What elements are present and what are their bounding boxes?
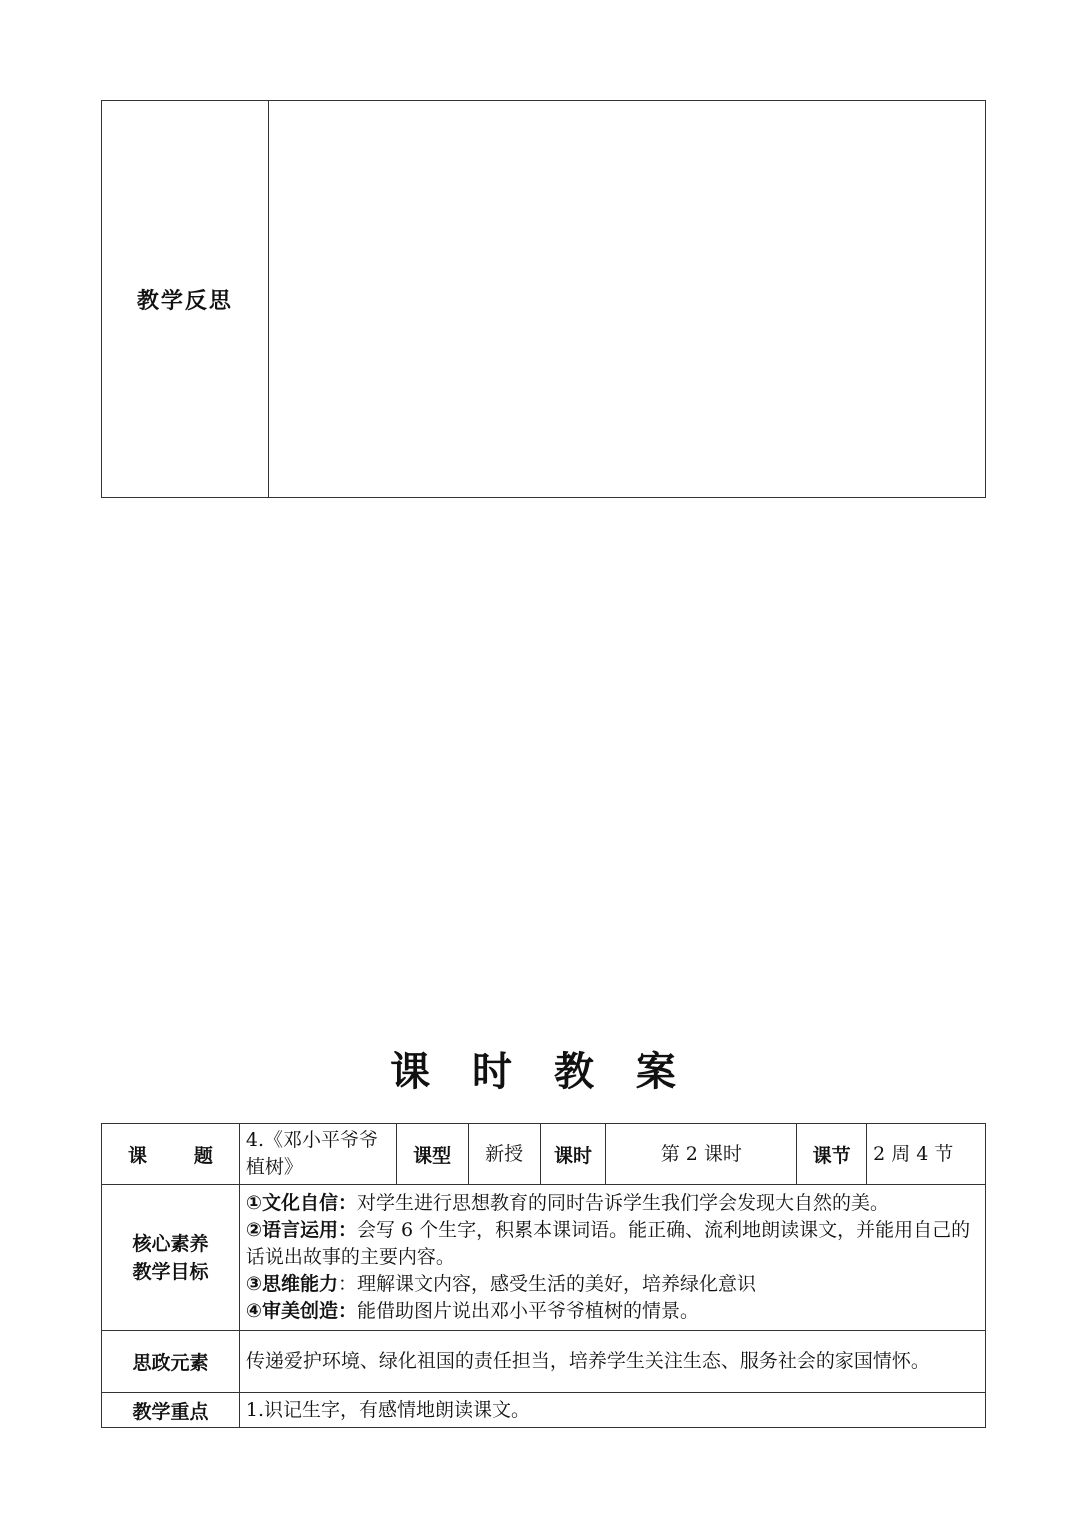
lesson-header-row — [102, 1124, 986, 1185]
topic-label-cell — [102, 1124, 240, 1185]
goal-item — [246, 1298, 979, 1325]
goal-item — [246, 1217, 979, 1271]
goals-row — [102, 1185, 986, 1331]
period-label: 课时 — [540, 1124, 606, 1185]
goal-text: 会写 6 个生字，积累本课词语。能正确、流利地朗读课文，并能用自己的话说出故事的主要内容。 — [245, 1219, 971, 1268]
section-value: 2 周 4 节 — [867, 1124, 986, 1185]
goal-text: 对学生进行思想教育的同时告诉学生我们学会发现大自然的美。 — [357, 1192, 890, 1214]
key-points-label: 教学重点 — [102, 1393, 240, 1428]
goal-lead: ②语言运用： — [245, 1219, 358, 1241]
ideology-row — [102, 1331, 986, 1393]
topic-label-a: 课 — [128, 1144, 148, 1167]
goal-item — [246, 1190, 979, 1217]
key-points-text: 1.识记生字，有感情地朗读课文。 — [239, 1393, 985, 1428]
goal-lead: ③思维能力 — [245, 1273, 339, 1295]
goal-lead: ④审美创造： — [245, 1300, 358, 1322]
goal-text: ：理解课文内容，感受生活的美好，培养绿化意识 — [338, 1273, 757, 1295]
reflection-table — [101, 100, 986, 498]
goals-label-line1: 核心素养 — [132, 1232, 209, 1255]
reflection-label: 教学反思 — [102, 101, 269, 498]
period-value: 第 2 课时 — [606, 1124, 797, 1185]
topic-value: 4.《邓小平爷爷植树》 — [239, 1124, 396, 1185]
goal-item — [246, 1271, 979, 1298]
goal-text: 能借助图片说出邓小平爷爷植树的情景。 — [357, 1300, 700, 1322]
reflection-content[interactable] — [268, 101, 985, 498]
goals-label-line2: 教学目标 — [132, 1260, 209, 1283]
goal-lead: ①文化自信： — [245, 1192, 358, 1214]
type-label: 课型 — [396, 1124, 468, 1185]
ideology-text: 传递爱护环境、绿化祖国的责任担当，培养学生关注生态、服务社会的家国情怀。 — [239, 1331, 985, 1393]
section-label: 课节 — [797, 1124, 867, 1185]
goals-content — [239, 1185, 985, 1331]
page-title: 课 时 教 案 — [390, 1049, 690, 1095]
key-points-row — [102, 1393, 986, 1428]
ideology-label: 思政元素 — [102, 1331, 240, 1393]
goals-label-cell — [102, 1185, 240, 1331]
lesson-plan-table — [101, 1123, 986, 1428]
type-value: 新授 — [468, 1124, 540, 1185]
topic-label-b: 题 — [193, 1144, 213, 1167]
